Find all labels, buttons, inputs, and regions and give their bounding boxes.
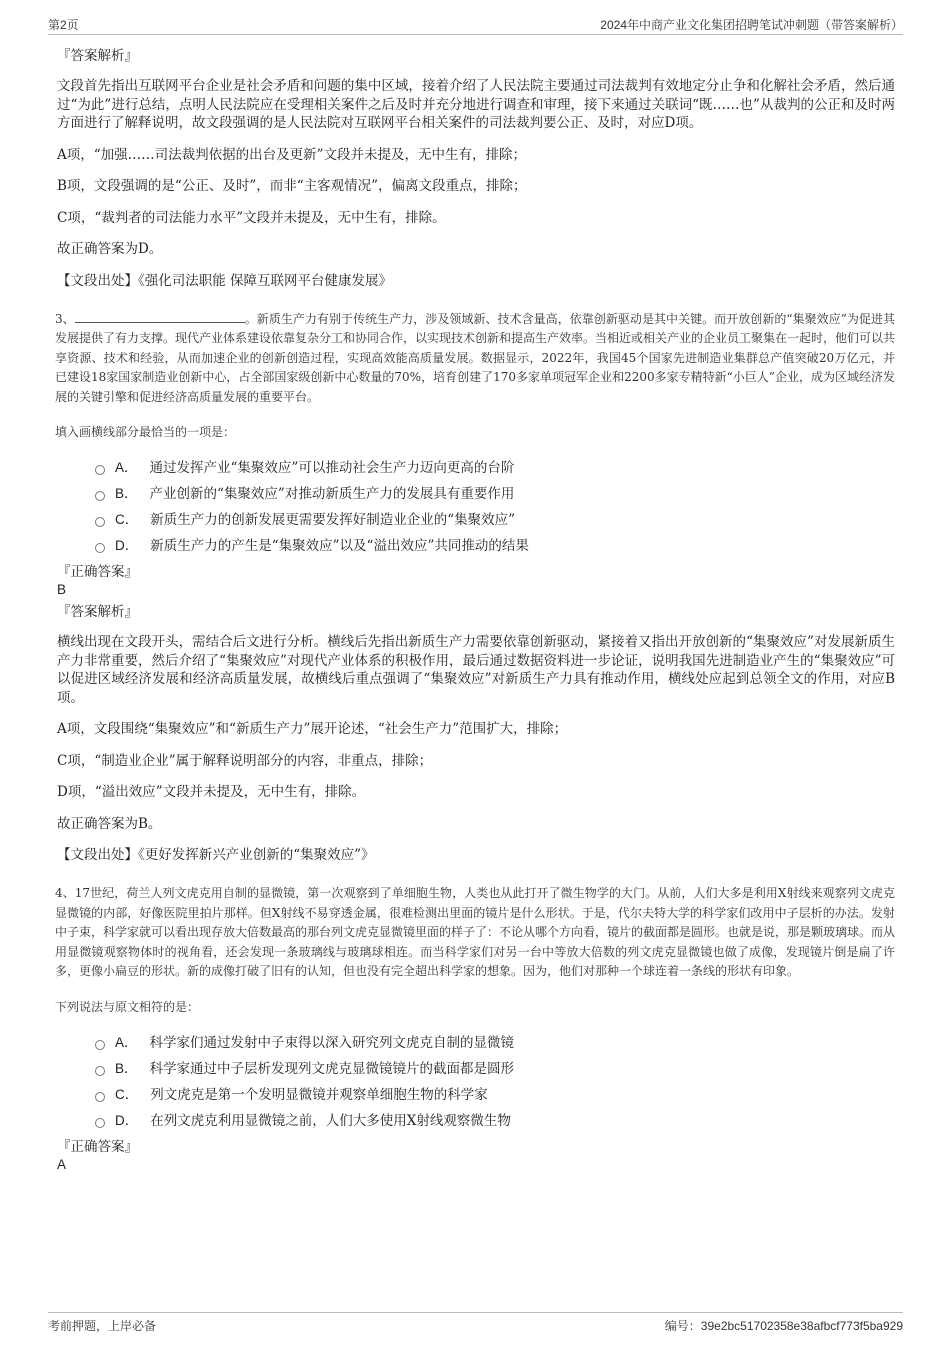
- q4-option-c[interactable]: C． 列文虎克是第一个发明显微镜并观察单细胞生物的科学家: [95, 1086, 895, 1104]
- q4-text: [55, 884, 895, 982]
- q3-options: [95, 459, 895, 555]
- document-code: [665, 1317, 903, 1334]
- q3-analysis-label: 『答案解析』: [57, 604, 138, 620]
- q3-source: 【文段出处】《更好发挥新兴产业创新的“集聚效应”》: [57, 847, 375, 863]
- q2-analysis-option-b: B项，文段强调的是“公正、及时”，而非“主客观情况”，偏离文段重点，排除；: [57, 178, 527, 194]
- radio-icon[interactable]: [95, 1092, 105, 1102]
- q4-number: 4、: [55, 886, 75, 900]
- q4-correct-label: 『正确答案』: [57, 1138, 138, 1155]
- radio-icon[interactable]: [95, 491, 105, 501]
- page-number: 第2页: [48, 18, 79, 32]
- q3-analysis-conclusion: 故正确答案为B。: [57, 815, 162, 832]
- q4-option-d[interactable]: D． 在列文虎克利用显微镜之前，人们大多使用X射线观察微生物: [95, 1112, 895, 1130]
- radio-icon[interactable]: [95, 1040, 105, 1050]
- q3-prompt: 填入画横线部分最恰当的一项是：: [55, 425, 236, 439]
- q4-passage: 17世纪，荷兰人列文虎克用自制的显微镜，第一次观察到了单细胞生物，人类也从此打开了微生物学的大门。从前，人们大多是利用X射线来观察列文虎克显微镜的内部，好像医院里拍片那样。但X射线不易穿透金属，很难检测出里面的镜片是什么形状。于是，代尔夫特大学的科学家们改用中子层析的办法。发射中子束，科学家就可以看出现存放大倍数最高的那台列文虎克显微镜里面的样子了：不论从哪个方向看，镜片的截面都是圆形。也就是说，那是颗玻璃球。而从用显微镜观察物体时的视角看，还会发现一条玻璃线与玻璃球相连。而当科学家们对另一台中等放大倍数的列文虎克显微镜也做了成像，发现镜片倒是扁了许多，更像小扁豆的形状。新的成像打破了旧有的认知，但也没有完全超出科学家的想象。因为，他们对那种一个球连着一条线的形状有印象。: [55, 886, 896, 978]
- q3-passage: 。新质生产力有别于传统生产力，涉及领域新、技术含量高，依靠创新驱动是其中关键。而开放创新的“集聚效应”为促进其发展提供了有力支撑。现代产业体系建设依靠复杂分工和协同合作，以实现技术创新和提高生产效率。当相近或相关产业的企业员工聚集在一起时，他们可以共享资源、技术和经验，从而加速企业的创新创造过程，实现高效能高质量发展。数据显示，2022年，我国45个国家先进制造业集群总产值突破20万亿元，并已建设18家国家制造业创新中心，占全部国家级创新中心数量的70%，培育创建了170多家单项冠军企业和2200多家专精特新“小巨人”企业，成为区域经济发展的关键引擎和促进经济高质量发展的重要平台。: [55, 311, 896, 404]
- radio-icon[interactable]: [95, 517, 105, 527]
- radio-icon[interactable]: [95, 1118, 105, 1128]
- q4-prompt: 下列说法与原文相符的是：: [55, 999, 200, 1014]
- q3-number: 3、: [55, 311, 75, 326]
- q3-text: [55, 310, 895, 408]
- q4-correct-answer: A: [57, 1156, 67, 1172]
- q2-analysis-option-a: A项，“加强……司法裁判依据的出台及更新”文段并未提及，无中生有，排除；: [57, 146, 527, 163]
- code-label: 编号：: [664, 1319, 701, 1333]
- q3-option-b[interactable]: B． 产业创新的“集聚效应”对推动新质生产力的发展具有重要作用: [95, 485, 895, 503]
- q2-analysis-option-c: C项，“裁判者的司法能力水平”文段并未提及，无中生有，排除。: [57, 209, 446, 226]
- radio-icon[interactable]: [95, 543, 105, 553]
- q2-source: 【文段出处】《强化司法职能 保障互联网平台健康发展》: [57, 272, 393, 289]
- radio-icon[interactable]: [95, 1066, 105, 1076]
- q3-analysis-paragraph: 横线出现在文段开头，需结合后文进行分析。横线后先指出新质生产力需要依靠创新驱动，紧接着又指出开放创新的“集聚效应”对发展新质生产力非常重要，然后介绍了“集聚效应”对现代产业体系的积极作用，最后通过数据资料进一步论证，说明我国先进制造业产生的“集聚效应”可以促进区域经济发展和经济高质量发展，故横线后重点强调了“集聚效应”对新质生产力具有推动作用，横线处应起到总领全文的作用，对应B项。: [57, 634, 895, 706]
- q3-analysis-option-a: A项，文段围绕“集聚效应”和“新质生产力”展开论述，“社会生产力”范围扩大，排除；: [57, 721, 568, 737]
- q3-blank-line: [75, 310, 245, 323]
- q3-option-d[interactable]: D． 新质生产力的产生是“集聚效应”以及“溢出效应”共同推动的结果: [95, 537, 895, 555]
- q4-options: [95, 1034, 895, 1130]
- page-content: [57, 47, 895, 1178]
- code-value: 39e2bc51702358e38afbcf773f5ba929: [700, 1319, 903, 1333]
- page-header: [48, 14, 903, 35]
- q3-analysis-option-d: D项，“溢出效应”文段并未提及，无中生有，排除。: [57, 784, 366, 800]
- q2-analysis-label: 『答案解析』: [57, 48, 138, 64]
- document-title: 2024年中商产业文化集团招聘笔试冲刺题（带答案解析）: [600, 18, 903, 32]
- q3-option-c[interactable]: C． 新质生产力的创新发展更需要发挥好制造业企业的“集聚效应”: [95, 511, 895, 529]
- q2-analysis-conclusion: 故正确答案为D。: [57, 241, 163, 257]
- q3-correct-label: 『正确答案』: [57, 564, 138, 580]
- q4-option-b[interactable]: B． 科学家通过中子层析发现列文虎克显微镜镜片的截面都是圆形: [95, 1060, 895, 1078]
- page-footer: [48, 1312, 903, 1335]
- radio-icon[interactable]: [95, 465, 105, 475]
- footer-slogan: 考前押题，上岸必备: [48, 1319, 157, 1333]
- q3-correct-answer: B: [57, 582, 67, 597]
- q2-analysis-paragraph: 文段首先指出互联网平台企业是社会矛盾和问题的集中区域，接着介绍了人民法院主要通过司法裁判有效地定分止争和化解社会矛盾，然后通过“为此”进行总结，点明人民法院应在受理相关案件之后及时并充分地进行调查和审理，接下来通过关联词“既……也”从裁判的公正和及时两方面进行了解释说明，故文段强调的是人民法院对互联网平台相关案件的司法裁判要公正、及时，对应D项。: [57, 78, 895, 131]
- q4-option-a[interactable]: A． 科学家们通过发射中子束得以深入研究列文虎克自制的显微镜: [95, 1034, 895, 1052]
- q3-option-a[interactable]: A． 通过发挥产业“集聚效应”可以推动社会生产力迈向更高的台阶: [95, 459, 895, 477]
- q3-analysis-option-c: C项，“制造业企业”属于解释说明部分的内容，非重点，排除；: [57, 752, 433, 769]
